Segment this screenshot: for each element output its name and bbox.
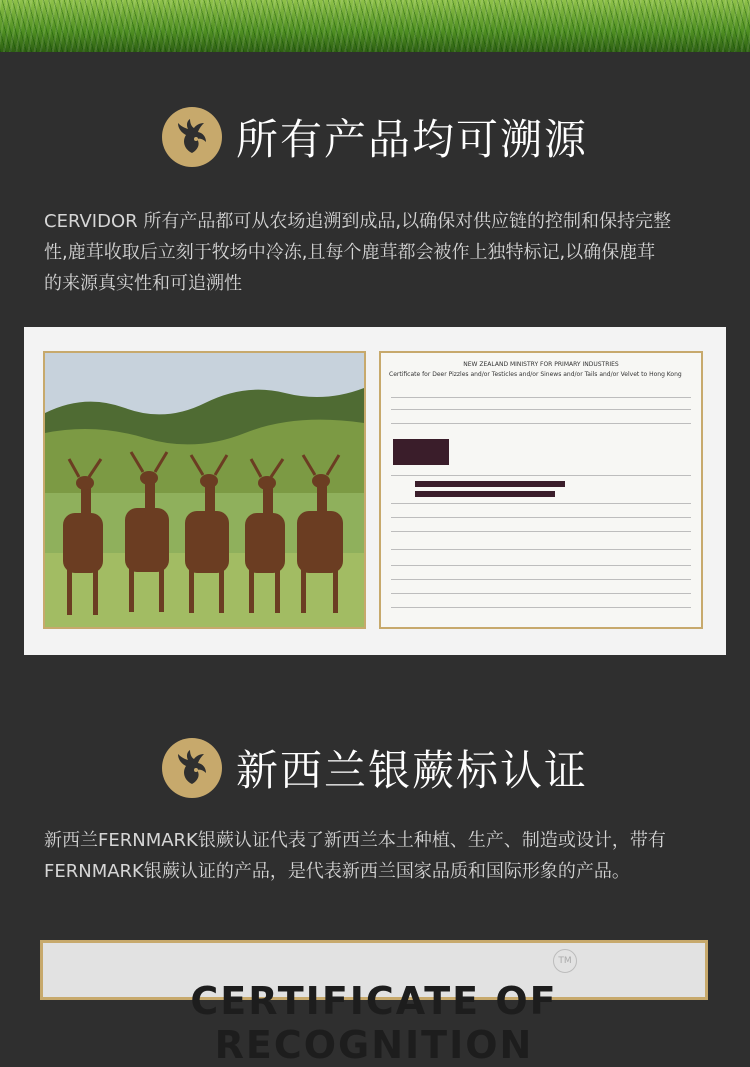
trademark-mark: TM xyxy=(553,949,577,973)
paragraph-line: 新西兰FERNMARK银蕨认证代表了新西兰本土种植、生产、制造或设计，带有 xyxy=(44,830,666,851)
certificate-rule xyxy=(391,593,691,594)
paragraph-line: 性,鹿茸收取后立刻于牧场中冷冻,且每个鹿茸都会被作上独特标记,以确保鹿茸 xyxy=(44,242,656,263)
certificate-rule xyxy=(391,517,691,518)
photo-panel xyxy=(24,327,726,655)
deer-herd-photo xyxy=(43,351,366,629)
certificate-rule xyxy=(391,409,691,410)
grass-banner xyxy=(0,0,750,52)
deer-head-logo-icon xyxy=(162,738,222,798)
section-title: 新西兰银蕨标认证 xyxy=(235,746,588,795)
certificate-banner-title: CERTIFICATE OF RECOGNITION xyxy=(190,979,558,1067)
certificate-rule xyxy=(391,397,691,398)
certificate-header: NEW ZEALAND MINISTRY FOR PRIMARY INDUSTRIES xyxy=(463,361,619,368)
certificate-rule xyxy=(391,565,691,566)
certificate-rule xyxy=(391,503,691,504)
certificate-rule xyxy=(391,549,691,550)
certificate-rule xyxy=(391,579,691,580)
redacted-block xyxy=(415,481,565,487)
section-header-traceability xyxy=(0,107,750,167)
traceability-paragraph xyxy=(44,206,708,299)
certificate-rule xyxy=(391,531,691,532)
redacted-block xyxy=(415,491,555,497)
section-title: 所有产品均可溯源 xyxy=(235,115,588,164)
certificate-of-recognition-banner xyxy=(40,940,708,1067)
certificate-rule xyxy=(391,423,691,424)
paragraph-line: CERVIDOR 所有产品都可从农场追溯到成品,以确保对供应链的控制和保持完整 xyxy=(44,211,672,232)
paragraph-line: 的来源真实性和可追溯性 xyxy=(44,273,242,294)
certificate-rule xyxy=(391,475,691,476)
paragraph-line: FERNMARK银蕨认证的产品，是代表新西兰国家品质和国际形象的产品。 xyxy=(44,861,630,882)
certificate-subtitle: Certificate for Deer Pizzles and/or Testicles and/or Sinews and/or Tails and/or Velvet to Hong Kong xyxy=(389,371,682,378)
deer-head-logo-icon xyxy=(162,107,222,167)
fernmark-paragraph xyxy=(44,825,708,887)
certificate-rule xyxy=(391,607,691,608)
redacted-block xyxy=(393,439,449,465)
export-certificate-photo xyxy=(379,351,703,629)
section-header-fernmark xyxy=(0,738,750,798)
